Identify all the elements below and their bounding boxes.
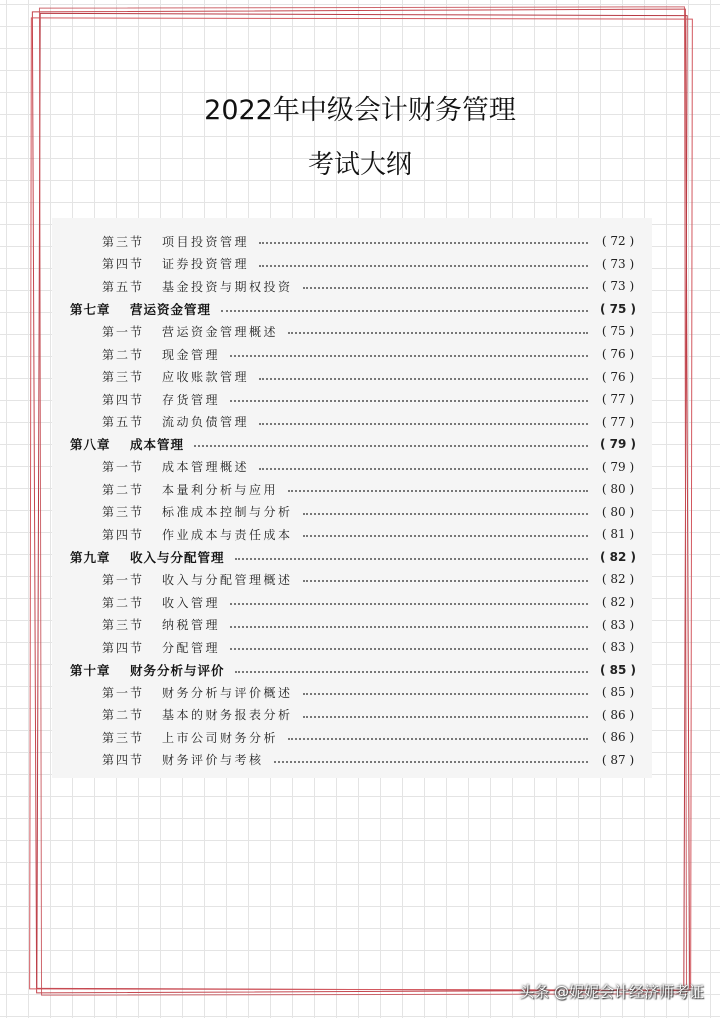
toc-entry-number: 第一节 xyxy=(102,324,145,339)
toc-section-row xyxy=(52,703,652,726)
toc-dot-leader xyxy=(303,535,588,537)
table-of-contents xyxy=(52,218,652,778)
toc-page-number: ( 76 ) xyxy=(596,370,640,384)
toc-dot-leader xyxy=(259,468,588,470)
toc-dot-leader xyxy=(230,603,588,605)
toc-entry-title: 本量利分析与应用 xyxy=(162,482,279,497)
toc-section-row xyxy=(52,523,652,546)
document-subtitle: 考试大纲 xyxy=(307,150,412,180)
toc-entry-number: 第二节 xyxy=(102,347,145,362)
toc-section-row xyxy=(52,749,652,772)
toc-dot-leader xyxy=(259,265,588,267)
toc-dot-leader xyxy=(303,716,588,718)
document-title: 2022年中级会计财务管理 xyxy=(204,95,516,126)
toc-section-row xyxy=(52,613,652,636)
watermark: 头条 @妮妮会计经济师考证 xyxy=(519,983,704,1001)
toc-entry-number: 第四节 xyxy=(102,527,145,542)
toc-page-number: ( 75 ) xyxy=(596,324,640,338)
toc-dot-leader xyxy=(274,761,588,763)
toc-entry-number: 第八章 xyxy=(70,437,111,453)
toc-entry-title: 项目投资管理 xyxy=(162,234,250,249)
toc-section-row xyxy=(52,343,652,366)
toc-page-number: ( 81 ) xyxy=(596,527,640,541)
toc-entry-title: 收入与分配管理概述 xyxy=(162,572,293,587)
toc-list xyxy=(52,230,652,771)
toc-entry-title: 收入管理 xyxy=(162,595,221,610)
toc-section-row xyxy=(52,681,652,704)
toc-page-number: ( 80 ) xyxy=(596,482,640,496)
toc-entry-number: 第三节 xyxy=(102,505,145,520)
toc-entry-title: 分配管理 xyxy=(162,640,221,655)
toc-entry-title: 营运资金管理概述 xyxy=(162,324,279,339)
toc-entry-title: 成本管理 xyxy=(130,437,185,453)
toc-dot-leader xyxy=(221,310,588,312)
toc-dot-leader xyxy=(303,580,588,582)
toc-entry-number: 第二节 xyxy=(102,708,145,723)
toc-entry-number: 第四节 xyxy=(102,753,145,768)
toc-entry-title: 财务分析与评价 xyxy=(130,662,225,678)
toc-entry-number: 第五节 xyxy=(102,279,145,294)
toc-page-number: ( 73 ) xyxy=(596,257,640,271)
toc-entry-number: 第四节 xyxy=(102,640,145,655)
toc-page-number: ( 77 ) xyxy=(596,415,640,429)
toc-entry-number: 第九章 xyxy=(70,549,111,565)
toc-entry-title: 证券投资管理 xyxy=(162,257,250,272)
toc-entry-number: 第二节 xyxy=(102,482,145,497)
toc-page-number: ( 79 ) xyxy=(596,460,640,474)
toc-entry-title: 标准成本控制与分析 xyxy=(162,505,293,520)
toc-entry-number: 第一节 xyxy=(102,460,145,475)
toc-page-number: ( 85 ) xyxy=(596,663,640,677)
toc-section-row xyxy=(52,410,652,433)
toc-dot-leader xyxy=(288,738,588,740)
toc-entry-title: 收入与分配管理 xyxy=(130,549,225,565)
toc-section-row xyxy=(52,726,652,749)
toc-entry-number: 第七章 xyxy=(70,301,111,317)
toc-entry-title: 财务分析与评价概述 xyxy=(162,685,293,700)
toc-entry-number: 第三节 xyxy=(102,370,145,385)
toc-entry-number: 第一节 xyxy=(102,572,145,587)
toc-dot-leader xyxy=(259,378,588,380)
toc-page-number: ( 77 ) xyxy=(596,392,640,406)
toc-dot-leader xyxy=(235,671,588,673)
toc-entry-title: 作业成本与责任成本 xyxy=(162,527,293,542)
toc-entry-title: 应收账款管理 xyxy=(162,370,250,385)
toc-entry-number: 第三节 xyxy=(102,730,145,745)
toc-page-number: ( 85 ) xyxy=(596,685,640,699)
toc-page-number: ( 72 ) xyxy=(596,234,640,248)
toc-entry-title: 基金投资与期权投资 xyxy=(162,279,293,294)
toc-dot-leader xyxy=(230,400,588,402)
toc-section-row xyxy=(52,478,652,501)
toc-chapter-row xyxy=(52,658,652,681)
toc-dot-leader xyxy=(288,490,588,492)
toc-page-number: ( 73 ) xyxy=(596,279,640,293)
toc-page-number: ( 82 ) xyxy=(596,572,640,586)
toc-page-number: ( 82 ) xyxy=(596,550,640,564)
toc-entry-number: 第四节 xyxy=(102,392,145,407)
toc-dot-leader xyxy=(194,445,588,447)
toc-dot-leader xyxy=(230,355,588,357)
toc-section-row xyxy=(52,388,652,411)
toc-chapter-row xyxy=(52,546,652,569)
toc-section-row xyxy=(52,253,652,276)
toc-section-row xyxy=(52,230,652,253)
toc-entry-title: 现金管理 xyxy=(162,347,221,362)
toc-dot-leader xyxy=(230,648,588,650)
toc-page-number: ( 79 ) xyxy=(596,437,640,451)
toc-page-number: ( 76 ) xyxy=(596,347,640,361)
toc-entry-number: 第一节 xyxy=(102,685,145,700)
toc-section-row xyxy=(52,636,652,659)
toc-entry-number: 第四节 xyxy=(102,257,145,272)
toc-entry-title: 基本的财务报表分析 xyxy=(162,708,293,723)
toc-entry-title: 流动负债管理 xyxy=(162,415,250,430)
toc-entry-number: 第二节 xyxy=(102,595,145,610)
toc-page-number: ( 86 ) xyxy=(596,708,640,722)
toc-dot-leader xyxy=(303,513,588,515)
toc-entry-title: 财务评价与考核 xyxy=(162,753,264,768)
toc-page-number: ( 80 ) xyxy=(596,505,640,519)
toc-entry-number: 第五节 xyxy=(102,415,145,430)
toc-entry-title: 上市公司财务分析 xyxy=(162,730,279,745)
toc-section-row xyxy=(52,501,652,524)
toc-section-row xyxy=(52,320,652,343)
toc-entry-title: 存货管理 xyxy=(162,392,221,407)
toc-chapter-row xyxy=(52,298,652,321)
toc-entry-title: 纳税管理 xyxy=(162,618,221,633)
toc-dot-leader xyxy=(259,242,588,244)
toc-entry-number: 第十章 xyxy=(70,662,111,678)
toc-dot-leader xyxy=(303,287,588,289)
toc-dot-leader xyxy=(235,558,588,560)
toc-entry-number: 第三节 xyxy=(102,234,145,249)
toc-page-number: ( 75 ) xyxy=(596,302,640,316)
toc-dot-leader xyxy=(230,626,588,628)
toc-entry-number: 第三节 xyxy=(102,618,145,633)
toc-section-row xyxy=(52,568,652,591)
toc-section-row xyxy=(52,365,652,388)
toc-page-number: ( 83 ) xyxy=(596,640,640,654)
toc-page-number: ( 82 ) xyxy=(596,595,640,609)
toc-page-number: ( 87 ) xyxy=(596,753,640,767)
toc-page-number: ( 83 ) xyxy=(596,618,640,632)
toc-page-number: ( 86 ) xyxy=(596,730,640,744)
toc-dot-leader xyxy=(303,693,588,695)
toc-chapter-row xyxy=(52,433,652,456)
toc-dot-leader xyxy=(259,423,588,425)
toc-entry-title: 营运资金管理 xyxy=(130,301,212,317)
toc-section-row xyxy=(52,275,652,298)
toc-section-row xyxy=(52,455,652,478)
toc-dot-leader xyxy=(288,332,588,334)
toc-entry-title: 成本管理概述 xyxy=(162,460,250,475)
toc-section-row xyxy=(52,591,652,614)
